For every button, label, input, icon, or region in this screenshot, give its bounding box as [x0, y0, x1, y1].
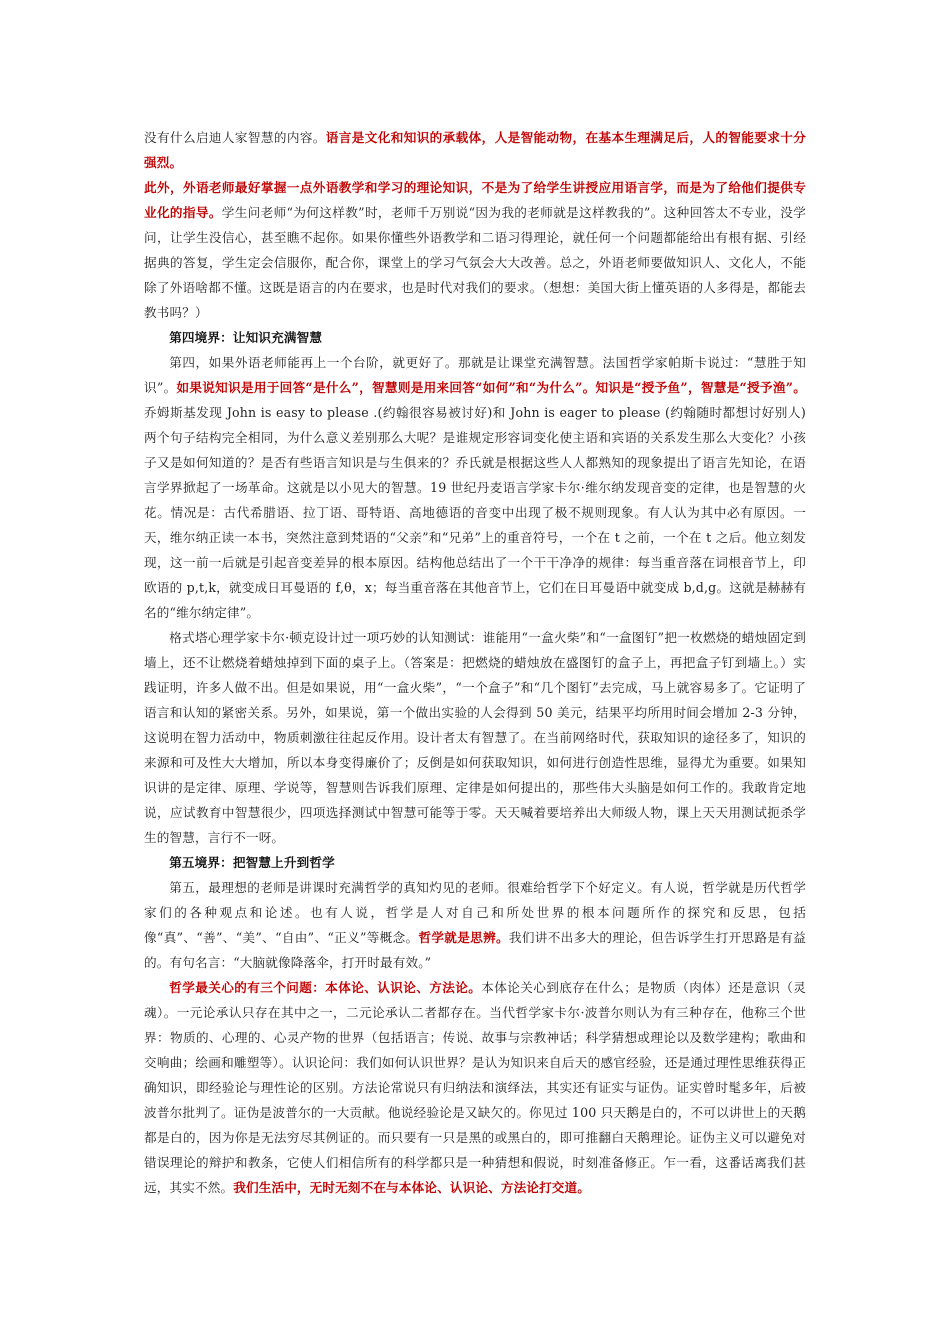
text-segment: 本体论关心到底存在什么；是物质（肉体）还是意识（灵魂）。一元论承认只存在其中之一，二元论承认二者都存在。当代哲学家卡尔·波普尔则认为有三种存在，他称三个世界：物质的、心理的、心灵产物的世界（包括语言；传说、故事与宗教神话；科学猜想或理论以及数学建构；歌曲和交响曲；绘画和雕塑等）。认识论问：我们如何认识世界？是认为知识来自后天的感官经验，还是通过理性思维获得正确知识，即经验论与理性论的区别。方法论常说只有归纳法和演绎法，其实还有证实与证伪。证实曾时髦多年，后被波普尔批判了。证伪是波普尔的一大贡献。他说经验论是又缺欠的。你见过 100 只天鹅是白的，不可以讲世上的天鹅都是白的，因为你是无法穷尽其例证的。而只要有一只是黑的或黑白的，即可推翻白天鹅理论。证伪主义可以避免对错误理论的辩护和教条，它使人们相信所有的科学都只是一种猜想和假说，时刻准备修正。乍一看，这番话离我们甚远，其实不然。 [144, 980, 806, 1195]
text-segment: 学生问老师“为何这样教”时，老师千万别说“因为我的老师就是这样教我的”。这种回答太不专业，没学问，让学生没信心，甚至瞧不起你。如果你懂些外语教学和二语习得理论，就任何一个问题都能给出有根有据、引经据典的答复，学生定会信服你，配合你，课堂上的学习气氛会大大改善。总之，外语老师要做知识人、文化人，不能除了外语啥都不懂。这既是语言的内在要求，也是时代对我们的要求。（想想：美国大街上懂英语的人多得是，都能去教书吗？） [144, 205, 806, 320]
article-body [144, 125, 806, 1200]
text-segment: 第四，如果外语老师能再上一个台阶，就更好了。那就是让课堂充满智慧。法国哲学家帕斯卡说过：“慧胜于知识”。 [144, 355, 806, 395]
emphasized-text: 哲学最关心的有三个问题：本体论、认识论、方法论。 [169, 980, 482, 995]
emphasized-text: 哲学就是思辨。 [418, 930, 509, 945]
body-paragraph [144, 175, 806, 325]
text-segment: 第五境界：把智慧上升到哲学 [169, 855, 335, 870]
text-segment: 我们讲不出多大的理论，但告诉学生打开思路是有益的。有句名言：“大脑就像降落伞，打开时最有效。” [144, 930, 806, 970]
emphasized-text: 如果说知识是用于回答“是什么”，智慧则是用来回答“如何”和“为什么”。知识是“授予鱼”，智慧是“授予渔”。 [176, 380, 806, 395]
body-paragraph [144, 975, 806, 1200]
body-paragraph [144, 350, 806, 625]
text-segment: 第四境界：让知识充满智慧 [169, 330, 323, 345]
section-heading [144, 850, 806, 875]
text-segment: 乔姆斯基发现 John is easy to please .(约翰很容易被讨好)和 John is eager to please (约翰随时都想讨好别人)两个句子结构完全相同，为什么意义差别那么大呢？是谁规定形容词变化使主语和宾语的关系发生那么大变化？小孩子又是如何知道的？是否有些语言知识是与生俱来的？乔氏就是根据这些人人都熟知的现象提出了语言先知论，在语言学界掀起了一场革命。这就是以小见大的智慧。19 世纪丹麦语言学家卡尔·维尔纳发现音变的定律，也是智慧的火花。情况是：古代希腊语、拉丁语、哥特语、高地德语的音变中出现了极不规则现象。有人认为其中必有原因。一天，维尔纳正读一本书，突然注意到梵语的“父亲”和“兄弟”上的重音符号，一个在 t 之前，一个在 t 之后。他立刻发现，这一前一后就是引起音变差异的根本原因。结构他总结出了一个干干净净的规律：每当重音落在词根音节上，印欧语的 p,t,k，就变成日耳曼语的 f,θ，x；每当重音落在其他音节上，它们在日耳曼语中就变成 b,d,g。这就是赫赫有名的“维尔纳定律”。 [144, 405, 806, 620]
text-segment: 第五，最理想的老师是讲课时充满哲学的真知灼见的老师。很难给哲学下个好定义。有人说，哲学就是历代哲学家们的各种观点和论述。也有人说，哲学是人对自己和所处世界的根本问题所作的探究和反思，包括像“真”、“善”、“美”、“自由”、“正义”等概念。 [144, 880, 806, 945]
emphasized-text: 此外，外语老师最好掌握一点外语教学和学习的理论知识，不是为了给学生讲授应用语言学，而是为了给他们提供专业化的指导。 [144, 180, 806, 220]
body-paragraph [144, 625, 806, 850]
emphasized-text: 我们生活中，无时无刻不在与本体论、认识论、方法论打交道。 [233, 1180, 591, 1195]
section-heading [144, 325, 806, 350]
emphasized-text: 语言是文化和知识的承载体，人是智能动物，在基本生理满足后，人的智能要求十分强烈。 [144, 130, 806, 170]
body-paragraph [144, 125, 806, 175]
text-segment: 格式塔心理学家卡尔·顿克设计过一项巧妙的认知测试：谁能用“一盒火柴”和“一盒图钉”把一枚燃烧的蜡烛固定到墙上，还不让燃烧着蜡烛掉到下面的桌子上。（答案是：把燃烧的蜡烛放在盛图钉的盒子上，再把盒子钉到墙上。）实践证明，许多人做不出。但是如果说，用“一盒火柴”，“一个盒子”和“几个图钉”去完成，马上就容易多了。它证明了语言和认知的紧密关系。另外，如果说，第一个做出实验的人会得到 50 美元，结果平均所用时间会增加 2-3 分钟，这说明在智力活动中，物质刺激往往起反作用。设计者太有智慧了。在当前网络时代，获取知识的途径多了，知识的来源和可及性大大增加，所以本身变得廉价了；反倒是如何获取知识，如何进行创造性思维，显得尤为重要。如果知识讲的是定律、原理、学说等，智慧则告诉我们原理、定律是如何提出的，那些伟大头脑是如何工作的。我敢肯定地说，应试教育中智慧很少，四项选择测试中智慧可能等于零。天天喊着要培养出大师级人物，课上天天用测试扼杀学生的智慧，言行不一呀。 [144, 630, 806, 845]
body-paragraph [144, 875, 806, 975]
text-segment: 没有什么启迪人家智慧的内容。 [144, 130, 326, 145]
